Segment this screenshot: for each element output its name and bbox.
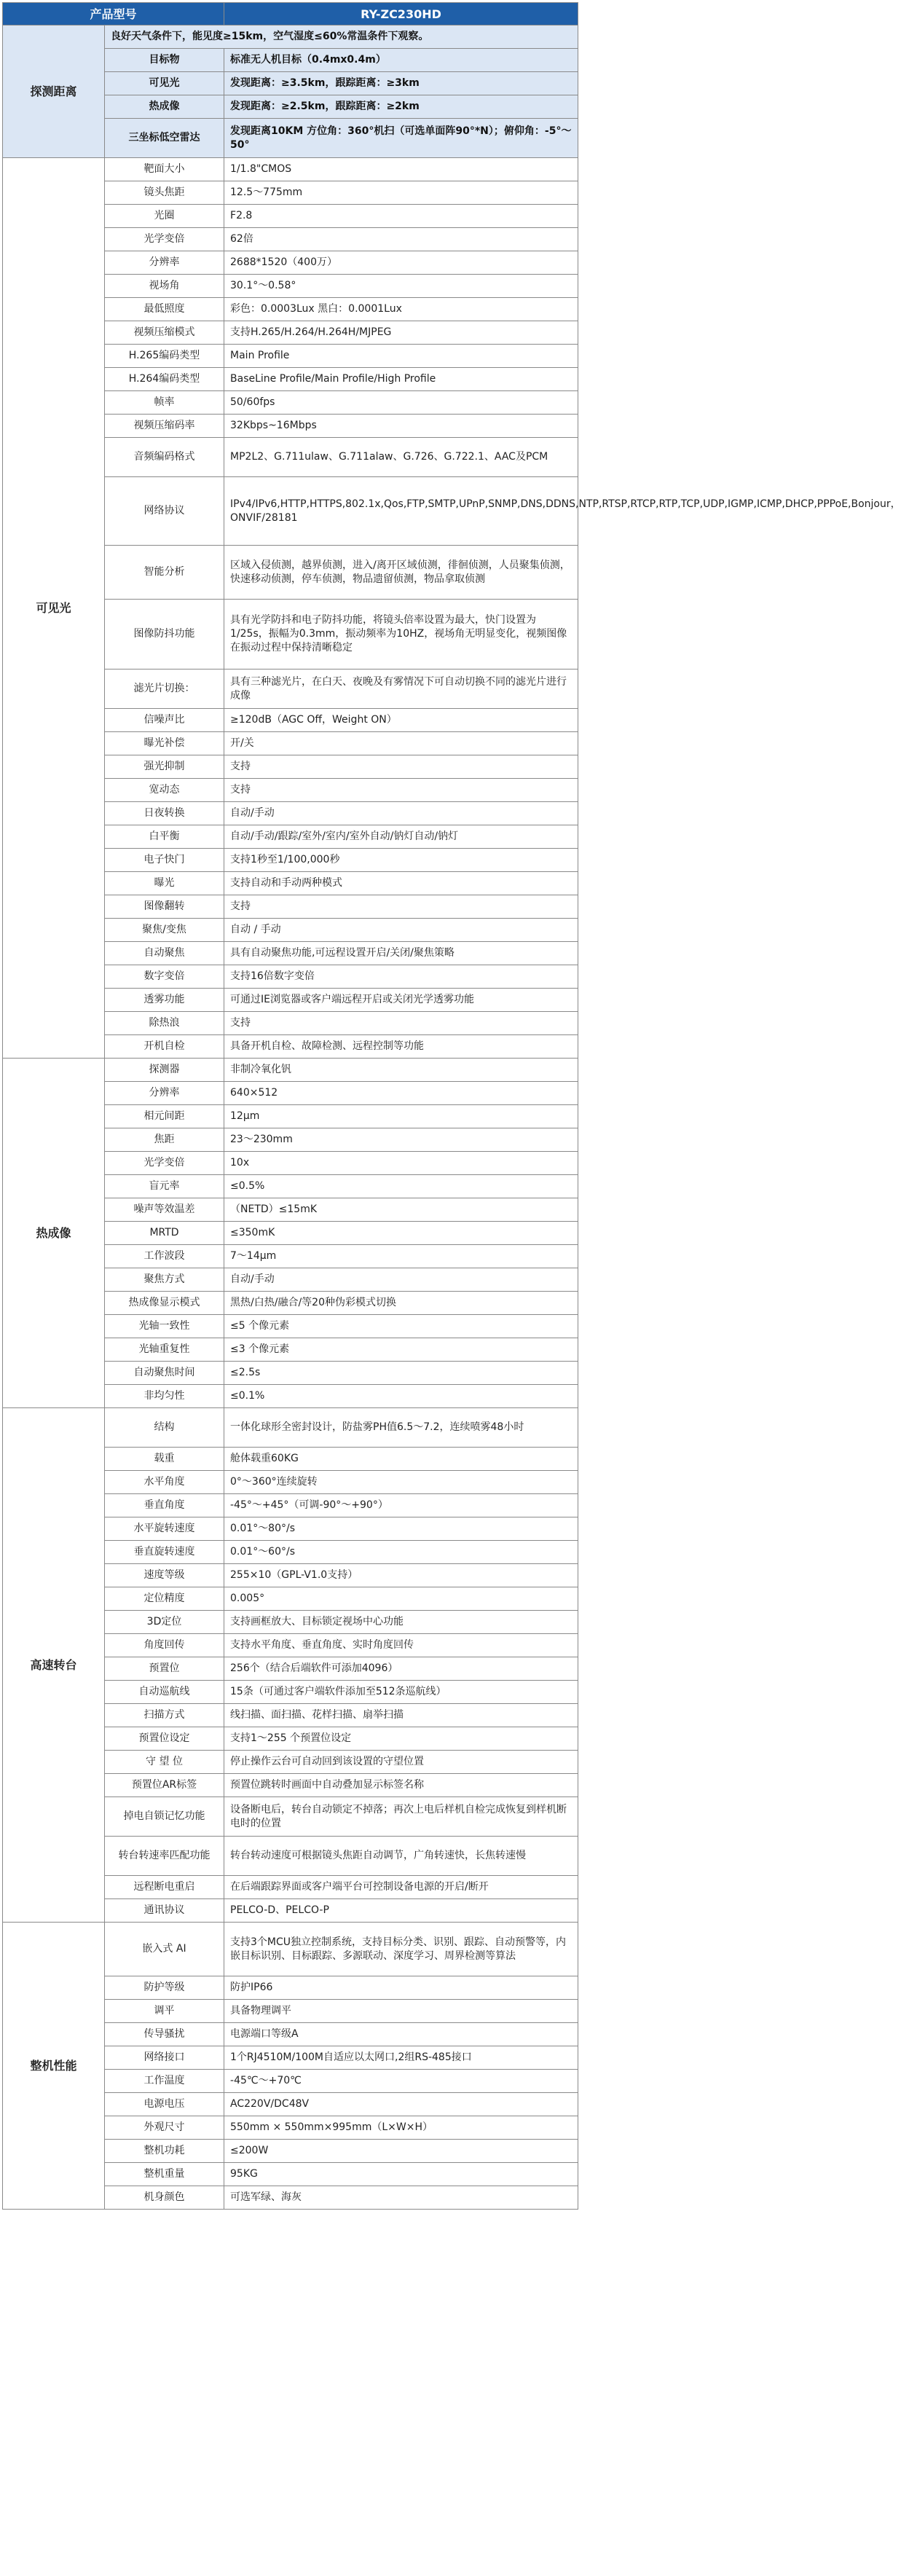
spec-value: MP2L2、G.711ulaw、G.711alaw、G.726、G.722.1、AAC及PCM xyxy=(224,438,578,477)
spec-value: 舱体载重60KG xyxy=(224,1448,578,1471)
spec-label: 定位精度 xyxy=(105,1587,224,1611)
spec-value: 50/60fps xyxy=(224,391,578,415)
spec-label: 光轴重复性 xyxy=(105,1338,224,1362)
spec-label: 自动聚焦时间 xyxy=(105,1362,224,1385)
spec-value: 标准无人机目标（0.4mx0.4m） xyxy=(224,49,578,72)
spec-label: 预置位设定 xyxy=(105,1727,224,1751)
spec-value: 32Kbps~16Mbps xyxy=(224,415,578,438)
spec-value: 256个（结合后端软件可添加4096） xyxy=(224,1657,578,1681)
spec-value: 电源端口等级A xyxy=(224,2023,578,2046)
spec-label: 整机功耗 xyxy=(105,2140,224,2163)
spec-label: 嵌入式 AI xyxy=(105,1923,224,1976)
spec-value: 彩色：0.0003Lux 黑白：0.0001Lux xyxy=(224,298,578,321)
spec-label: 防护等级 xyxy=(105,1976,224,2000)
spec-label: 数字变倍 xyxy=(105,965,224,989)
spec-value: 可选军绿、海灰 xyxy=(224,2186,578,2210)
spec-label: 光圈 xyxy=(105,205,224,228)
spec-label: 聚焦/变焦 xyxy=(105,919,224,942)
spec-value: 黑热/白热/融合/等20种伪彩模式切换 xyxy=(224,1292,578,1315)
spec-value: 区域入侵侦测，越界侦测，进入/离开区域侦测，徘徊侦测，人员聚集侦测，快速移动侦测，停车侦测，物品遗留侦测，物品拿取侦测 xyxy=(224,546,578,600)
spec-value: 30.1°～0.58° xyxy=(224,275,578,298)
spec-value: 发现距离：≥3.5km，跟踪距离：≥3km xyxy=(224,72,578,95)
spec-label: 工作波段 xyxy=(105,1245,224,1268)
spec-label: 图像防抖功能 xyxy=(105,600,224,669)
spec-label: 帧率 xyxy=(105,391,224,415)
spec-label: 视频压缩码率 xyxy=(105,415,224,438)
spec-label: 垂直旋转速度 xyxy=(105,1541,224,1564)
spec-value: 支持水平角度、垂直角度、实时角度回传 xyxy=(224,1634,578,1657)
spec-label: 日夜转换 xyxy=(105,802,224,825)
spec-row xyxy=(3,1408,578,1448)
spec-value: 具备开机自检、故障检测、远程控制等功能 xyxy=(224,1035,578,1059)
spec-row xyxy=(3,1059,578,1082)
spec-value: 自动/手动 xyxy=(224,802,578,825)
spec-label: 角度回传 xyxy=(105,1634,224,1657)
spec-value: ≤200W xyxy=(224,2140,578,2163)
spec-value: ≤3 个像元素 xyxy=(224,1338,578,1362)
spec-label: 非均匀性 xyxy=(105,1385,224,1408)
spec-value: 10x xyxy=(224,1152,578,1175)
spec-value: 0.01°～80°/s xyxy=(224,1517,578,1541)
spec-row xyxy=(3,1923,578,1976)
spec-value: 95KG xyxy=(224,2163,578,2186)
header-model-label: 产品型号 xyxy=(3,3,224,25)
spec-value: ≤2.5s xyxy=(224,1362,578,1385)
spec-value: 支持 xyxy=(224,1012,578,1035)
spec-label: 网络接口 xyxy=(105,2046,224,2070)
spec-label: 可见光 xyxy=(105,72,224,95)
spec-label: 结构 xyxy=(105,1408,224,1448)
spec-label: 通讯协议 xyxy=(105,1899,224,1923)
spec-label: 宽动态 xyxy=(105,779,224,802)
spec-label: 3D定位 xyxy=(105,1611,224,1634)
spec-value: 非制冷氧化钒 xyxy=(224,1059,578,1082)
spec-label: 透雾功能 xyxy=(105,989,224,1012)
spec-label: 盲元率 xyxy=(105,1175,224,1198)
spec-table-body xyxy=(3,25,901,2210)
spec-label: 曝光补偿 xyxy=(105,732,224,755)
spec-value: 0.005° xyxy=(224,1587,578,1611)
spec-label: 远程断电重启 xyxy=(105,1876,224,1899)
section-name: 探测距离 xyxy=(3,25,105,158)
spec-value: 23～230mm xyxy=(224,1128,578,1152)
spec-value: 发现距离10KM 方位角：360°机扫（可选单面阵90°*N）；俯仰角：-5°～50° xyxy=(224,119,578,158)
spec-label: 光学变倍 xyxy=(105,1152,224,1175)
spec-label: 白平衡 xyxy=(105,825,224,849)
spec-label: 分辨率 xyxy=(105,1082,224,1105)
spec-label: 热成像 xyxy=(105,95,224,119)
spec-label: 焦距 xyxy=(105,1128,224,1152)
spec-value: PELCO-D、PELCO-P xyxy=(224,1899,578,1923)
spec-label: 机身颜色 xyxy=(105,2186,224,2210)
spec-label: 噪声等效温差 xyxy=(105,1198,224,1222)
spec-table-header xyxy=(3,3,578,25)
spec-value: ≤0.5% xyxy=(224,1175,578,1198)
spec-value: 0°～360°连续旋转 xyxy=(224,1471,578,1494)
section-name: 整机性能 xyxy=(3,1923,105,2210)
spec-label: 开机自检 xyxy=(105,1035,224,1059)
spec-label: 工作温度 xyxy=(105,2070,224,2093)
spec-value: 停止操作云台可自动回到该设置的守望位置 xyxy=(224,1751,578,1774)
spec-label: 掉电自锁记忆功能 xyxy=(105,1797,224,1837)
spec-value: -45°～+45°（可调-90°～+90°） xyxy=(224,1494,578,1517)
spec-label: 曝光 xyxy=(105,872,224,895)
spec-label: 整机重量 xyxy=(105,2163,224,2186)
spec-value: ≤0.1% xyxy=(224,1385,578,1408)
spec-value: ≤5 个像元素 xyxy=(224,1315,578,1338)
spec-value: 自动 / 手动 xyxy=(224,919,578,942)
spec-label: 传导骚扰 xyxy=(105,2023,224,2046)
spec-value: IPv4/IPv6,HTTP,HTTPS,802.1x,Qos,FTP,SMTP,UPnP,SNMP,DNS,DDNS,NTP,RTSP,RTCP,RTP,TCP,UDP,IGMP,ICMP,DHCP,PPPoE,Bonjour， ONVIF/28181 xyxy=(224,477,578,546)
spec-row xyxy=(3,158,578,181)
spec-label: 相元间距 xyxy=(105,1105,224,1128)
spec-label: 镜头焦距 xyxy=(105,181,224,205)
spec-label: 预置位 xyxy=(105,1657,224,1681)
spec-label: 垂直角度 xyxy=(105,1494,224,1517)
spec-label: 网络协议 xyxy=(105,477,224,546)
spec-value: 255×10（GPL-V1.0支持） xyxy=(224,1564,578,1587)
spec-label: 三坐标低空雷达 xyxy=(105,119,224,158)
spec-value: 12μm xyxy=(224,1105,578,1128)
spec-value: 防护IP66 xyxy=(224,1976,578,2000)
spec-label: 目标物 xyxy=(105,49,224,72)
spec-label: 光轴一致性 xyxy=(105,1315,224,1338)
spec-value: Main Profile xyxy=(224,345,578,368)
spec-label: H.265编码类型 xyxy=(105,345,224,368)
spec-value: 设备断电后，转台自动锁定不掉落；再次上电后样机自检完成恢复到样机断电时的位置 xyxy=(224,1797,578,1837)
spec-value: 1个RJ4510M/100M自适应以太网口,2组RS-485接口 xyxy=(224,2046,578,2070)
spec-value: 62倍 xyxy=(224,228,578,251)
spec-value: ≤350mK xyxy=(224,1222,578,1245)
spec-label: 靶面大小 xyxy=(105,158,224,181)
spec-value: 发现距离：≥2.5km，跟踪距离：≥2km xyxy=(224,95,578,119)
spec-value: 支持 xyxy=(224,755,578,779)
spec-value: 12.5～775mm xyxy=(224,181,578,205)
spec-label: 自动聚焦 xyxy=(105,942,224,965)
spec-value: 具备物理调平 xyxy=(224,2000,578,2023)
spec-label: 自动巡航线 xyxy=(105,1681,224,1704)
spec-value: -45℃～+70℃ xyxy=(224,2070,578,2093)
spec-label: 信噪声比 xyxy=(105,709,224,732)
spec-label: 速度等级 xyxy=(105,1564,224,1587)
spec-value: 支持3个MCU独立控制系统，支持目标分类、识别、跟踪、自动预警等，内嵌目标识别、目标跟踪、多源联动、深度学习、周界检测等算法 xyxy=(224,1923,578,1976)
spec-label: 热成像显示模式 xyxy=(105,1292,224,1315)
spec-value: 开/关 xyxy=(224,732,578,755)
spec-value: BaseLine Profile/Main Profile/High Profile xyxy=(224,368,578,391)
spec-label: 聚焦方式 xyxy=(105,1268,224,1292)
spec-value: 7～14μm xyxy=(224,1245,578,1268)
spec-label: 电子快门 xyxy=(105,849,224,872)
spec-value: 15条（可通过客户端软件添加至512条巡航线） xyxy=(224,1681,578,1704)
spec-value: 自动/手动 xyxy=(224,1268,578,1292)
spec-row xyxy=(3,25,578,49)
spec-label: 水平角度 xyxy=(105,1471,224,1494)
spec-value: 支持1～255 个预置位设定 xyxy=(224,1727,578,1751)
spec-value: 一体化球形全密封设计，防盐雾PH值6.5～7.2，连续喷雾48小时 xyxy=(224,1408,578,1448)
spec-value: 支持 xyxy=(224,895,578,919)
spec-label: 探测器 xyxy=(105,1059,224,1082)
spec-label: 强光抑制 xyxy=(105,755,224,779)
spec-value: 640×512 xyxy=(224,1082,578,1105)
spec-value: 具有光学防抖和电子防抖功能，将镜头倍率设置为最大，快门设置为1/25s，振幅为0.3mm，振动频率为10HZ，视场角无明显变化，视频图像在振动过程中保持清晰稳定 xyxy=(224,600,578,669)
spec-label: 分辨率 xyxy=(105,251,224,275)
spec-value: 自动/手动/跟踪/室外/室内/室外自动/钠灯自动/钠灯 xyxy=(224,825,578,849)
spec-value: 可通过IE浏览器或客户端远程开启或关闭光学透雾功能 xyxy=(224,989,578,1012)
spec-label: H.264编码类型 xyxy=(105,368,224,391)
spec-label: 视场角 xyxy=(105,275,224,298)
section-name: 可见光 xyxy=(3,158,105,1059)
spec-label: 扫描方式 xyxy=(105,1704,224,1727)
section-name: 高速转台 xyxy=(3,1408,105,1923)
spec-value: （NETD）≤15mK xyxy=(224,1198,578,1222)
spec-table xyxy=(2,2,901,2210)
spec-label: 音频编码格式 xyxy=(105,438,224,477)
spec-label: 图像翻转 xyxy=(105,895,224,919)
header-model-value: RY-ZC230HD xyxy=(224,3,578,25)
spec-value: 支持自动和手动两种模式 xyxy=(224,872,578,895)
spec-label: 最低照度 xyxy=(105,298,224,321)
spec-value: 550mm × 550mm×995mm（L×W×H） xyxy=(224,2116,578,2140)
spec-value: 支持1秒至1/100,000秒 xyxy=(224,849,578,872)
spec-value: 转台转动速度可根据镜头焦距自动调节，广角转速快，长焦转速慢 xyxy=(224,1837,578,1876)
spec-value: 支持16倍数字变倍 xyxy=(224,965,578,989)
spec-label: MRTD xyxy=(105,1222,224,1245)
spec-label: 光学变倍 xyxy=(105,228,224,251)
spec-value: 支持H.265/H.264/H.264H/MJPEG xyxy=(224,321,578,345)
spec-value: F2.8 xyxy=(224,205,578,228)
spec-value: 2688*1520（400万） xyxy=(224,251,578,275)
spec-value: AC220V/DC48V xyxy=(224,2093,578,2116)
spec-label: 预置位AR标签 xyxy=(105,1774,224,1797)
spec-value: ≥120dB（AGC Off，Weight ON） xyxy=(224,709,578,732)
spec-label: 调平 xyxy=(105,2000,224,2023)
spec-label: 外观尺寸 xyxy=(105,2116,224,2140)
spec-label: 守 望 位 xyxy=(105,1751,224,1774)
spec-value: 在后端跟踪界面或客户端平台可控制设备电源的开启/断开 xyxy=(224,1876,578,1899)
spec-label: 除热浪 xyxy=(105,1012,224,1035)
spec-value: 1/1.8"CMOS xyxy=(224,158,578,181)
spec-value: 良好天气条件下，能见度≥15km，空气湿度≤60%常温条件下观察。 xyxy=(105,25,578,49)
spec-value: 线扫描、面扫描、花样扫描、扇举扫描 xyxy=(224,1704,578,1727)
spec-label: 水平旋转速度 xyxy=(105,1517,224,1541)
spec-value: 具有三种滤光片，在白天、夜晚及有雾情况下可自动切换不同的滤光片进行成像 xyxy=(224,669,578,709)
spec-value: 支持 xyxy=(224,779,578,802)
section-name: 热成像 xyxy=(3,1059,105,1408)
spec-label: 视频压缩模式 xyxy=(105,321,224,345)
spec-label: 转台转速率匹配功能 xyxy=(105,1837,224,1876)
spec-value: 0.01°～60°/s xyxy=(224,1541,578,1564)
spec-label: 电源电压 xyxy=(105,2093,224,2116)
spec-value: 预置位跳转时画面中自动叠加显示标签名称 xyxy=(224,1774,578,1797)
spec-value: 支持画框放大、目标锁定视场中心功能 xyxy=(224,1611,578,1634)
spec-value: 具有自动聚焦功能,可远程设置开启/关闭/聚焦策略 xyxy=(224,942,578,965)
spec-label: 智能分析 xyxy=(105,546,224,600)
spec-label: 载重 xyxy=(105,1448,224,1471)
spec-label: 滤光片切换： xyxy=(105,669,224,709)
